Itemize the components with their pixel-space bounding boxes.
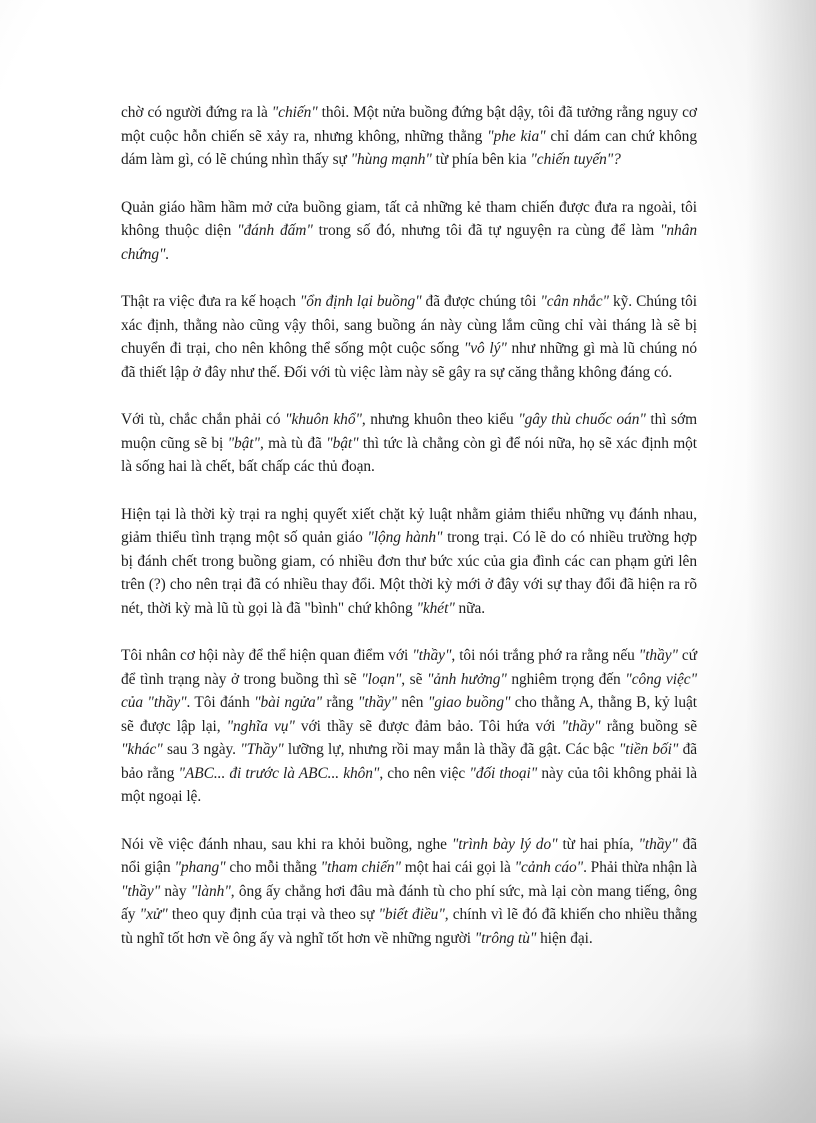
text-run: trong trại. Có lẽ do có nhiều trường hợp bị đánh chết trong buồng giam, có nhiều đơn thư bức xúc của gia đình các can phạm gửi lên trên (?) cho nên trại đã có nhiều thay đổi. Một thời kỳ mới ở đây với sự thay đổi đã hiện ra rõ nét, thời kỳ mà lũ tù gọi là đã "bình" chứ không <box>121 529 697 617</box>
paragraph <box>121 644 697 809</box>
quoted-term: "tiền bối" <box>618 741 679 758</box>
quoted-term: "thầy" <box>357 694 398 711</box>
quoted-term: "bật" <box>326 434 359 452</box>
text-run: . Phải thừa nhận là <box>583 859 697 876</box>
quoted-term: "loạn" <box>361 670 402 688</box>
quoted-term: "lộng hành" <box>367 529 443 546</box>
text-run: lưỡng lự, nhưng rồi may mắn là thầy đã gật. Các bậc <box>283 741 619 758</box>
text-run: , chính vì lẽ đó đã khiến cho nhiều thằng tù nghĩ tốt hơn về ông ấy và nghĩ tốt hơn về những người <box>121 906 697 947</box>
text-run: Với tù, chắc chắn phải có <box>121 411 286 428</box>
text-run: như những gì mà lũ chúng nó đã thiết lập ở đây như thế. Đối với tù việc làm này sẽ gây ra sự căng thẳng không đáng có. <box>121 340 698 381</box>
text-run: nên <box>397 694 428 711</box>
quoted-term: "chiến" <box>271 104 318 121</box>
text-run: trong số đó, nhưng tôi đã tự nguyện ra cùng để làm <box>312 222 660 239</box>
text-run: rằng <box>322 694 358 711</box>
text-run: , sẽ <box>401 670 427 688</box>
quoted-term: "ảnh hưởng" <box>426 670 507 688</box>
quoted-term: "hùng mạnh" <box>350 151 432 168</box>
text-run: cứ để tình trạng này ở trong buồng thì sẽ <box>121 647 697 688</box>
text-run: , cho nên việc <box>379 764 470 782</box>
quoted-term: "khuôn khổ" <box>285 411 362 428</box>
quoted-term: "bật" <box>227 434 260 452</box>
text-run: thì sớm muộn cũng sẽ bị <box>121 411 698 452</box>
quoted-term: "công việc" của "thầy" <box>121 670 697 711</box>
quoted-term: "Thầy" <box>240 741 284 758</box>
text-run: , mà tù đã <box>259 434 327 452</box>
paragraph <box>121 290 697 384</box>
quoted-term: "cân nhắc" <box>540 293 609 310</box>
text-run: một hai cái gọi là <box>400 859 515 876</box>
text-run: này của tôi không phải là một ngoại lệ. <box>121 764 697 805</box>
text-run: sau 3 ngày. <box>162 741 241 758</box>
quoted-term: "gây thù chuốc oán" <box>518 411 646 428</box>
paragraph <box>121 196 697 267</box>
text-run: cho mỗi thằng <box>225 859 321 876</box>
text-run: đã nổi giận <box>121 835 697 876</box>
text-run: thì tức là chẳng còn gì để nói nữa, họ sẽ xác định một là sống hai là chết, bất chấp các thủ đoạn. <box>121 434 697 475</box>
quoted-term: "tham chiến" <box>320 859 401 876</box>
quoted-term: "đánh đấm" <box>237 222 313 239</box>
text-run: với thầy sẽ được đảm bảo. Tôi hứa với <box>294 717 562 735</box>
text-run: Hiện tại là thời kỳ trại ra nghị quyết xiết chặt kỷ luật nhằm giảm thiểu những vụ đánh nhau, giảm thiểu tình trạng một số quản giáo <box>121 505 697 546</box>
text-run: chờ có người đứng ra là <box>121 104 272 121</box>
quoted-term: "xử" <box>139 906 168 923</box>
quoted-term: "thầy" <box>121 882 161 900</box>
text-run: Tôi nhân cơ hội này để thể hiện quan điểm với <box>121 647 413 664</box>
text-run: từ hai phía, <box>557 835 639 853</box>
page-edge-shadow-bottom <box>0 1033 816 1123</box>
quoted-term: "vô lý" <box>463 340 507 357</box>
quoted-term: "thầy" <box>412 647 452 664</box>
text-run: Thật ra việc đưa ra kế hoạch <box>121 293 300 310</box>
quoted-term: "thầy" <box>561 717 601 735</box>
quoted-term: "cảnh cáo" <box>514 859 584 876</box>
page-edge-shadow-right <box>746 0 816 1123</box>
text-run: từ phía bên kia <box>431 151 531 168</box>
quoted-term: "đối thoại" <box>469 764 538 782</box>
quoted-term: "thầy" <box>638 835 678 853</box>
text-run: hiện đại. <box>536 929 593 947</box>
quoted-term: "phe kia" <box>487 127 546 145</box>
text-run: rằng buồng sẽ <box>600 717 697 735</box>
page-body-text <box>121 101 697 974</box>
quoted-term: "chiến tuyến"? <box>530 151 621 168</box>
quoted-term: "phang" <box>174 859 226 876</box>
text-run: , tôi nói trắng phớ ra rằng nếu <box>451 647 639 664</box>
paragraph <box>121 101 697 172</box>
paragraph <box>121 833 697 951</box>
paragraph <box>121 503 697 621</box>
quoted-term: "ABC... đi trước là ABC... khôn" <box>178 764 380 782</box>
text-run: thôi. Một nửa buồng đứng bật dậy, tôi đã tưởng rằng nguy cơ một cuộc hỗn chiến sẽ xảy ra, nhưng không, những thằng <box>121 104 697 145</box>
text-run: kỹ. Chúng tôi xác định, thằng nào cũng vậy thôi, sang buồng án này cùng lắm cũng chỉ vài tháng là sẽ bị chuyển đi trại, cho nên không thể sống một cuộc sống <box>121 293 697 357</box>
quoted-term: "bài ngửa" <box>254 694 323 711</box>
quoted-term: "biết điều" <box>378 906 445 923</box>
text-run: theo quy định của trại và theo sự <box>167 906 379 923</box>
text-run: đã được chúng tôi <box>421 293 541 310</box>
quoted-term: "nhân chứng". <box>121 222 697 263</box>
quoted-term: "lành" <box>190 882 231 900</box>
quoted-term: "thầy" <box>638 647 678 664</box>
text-run: Quản giáo hầm hầm mở cửa buồng giam, tất cả những kẻ tham chiến được đưa ra ngoài, tôi không thuộc diện <box>121 198 697 239</box>
quoted-term: "giao buồng" <box>427 694 511 711</box>
text-run: đã bảo rằng <box>121 741 698 782</box>
text-run: , ông ấy chẳng hơi đâu mà đánh tù cho phí sức, mà lại còn mang tiếng, ông ấy <box>121 882 698 923</box>
text-run: chỉ dám can chứ không dám làm gì, có lẽ chúng nhìn thấy sự <box>121 127 697 168</box>
quoted-term: "khác" <box>121 741 163 758</box>
quoted-term: "trông tù" <box>474 929 537 947</box>
quoted-term: "khét" <box>416 599 455 617</box>
text-run: cho thằng A, thằng B, kỷ luật sẽ được lập lại, <box>121 694 698 735</box>
paragraph <box>121 408 697 479</box>
text-run: Nói về việc đánh nhau, sau khi ra khỏi buồng, nghe <box>121 835 452 853</box>
quoted-term: "ổn định lại buồng" <box>299 293 422 310</box>
text-run: . Tôi đánh <box>186 694 255 711</box>
text-run: nghiêm trọng đến <box>506 670 626 688</box>
text-run: nữa. <box>454 599 486 617</box>
quoted-term: "nghĩa vụ" <box>226 717 295 735</box>
text-run: này <box>160 882 191 900</box>
quoted-term: "trình bày lý do" <box>451 835 558 853</box>
text-run: , nhưng khuôn theo kiểu <box>361 411 519 428</box>
